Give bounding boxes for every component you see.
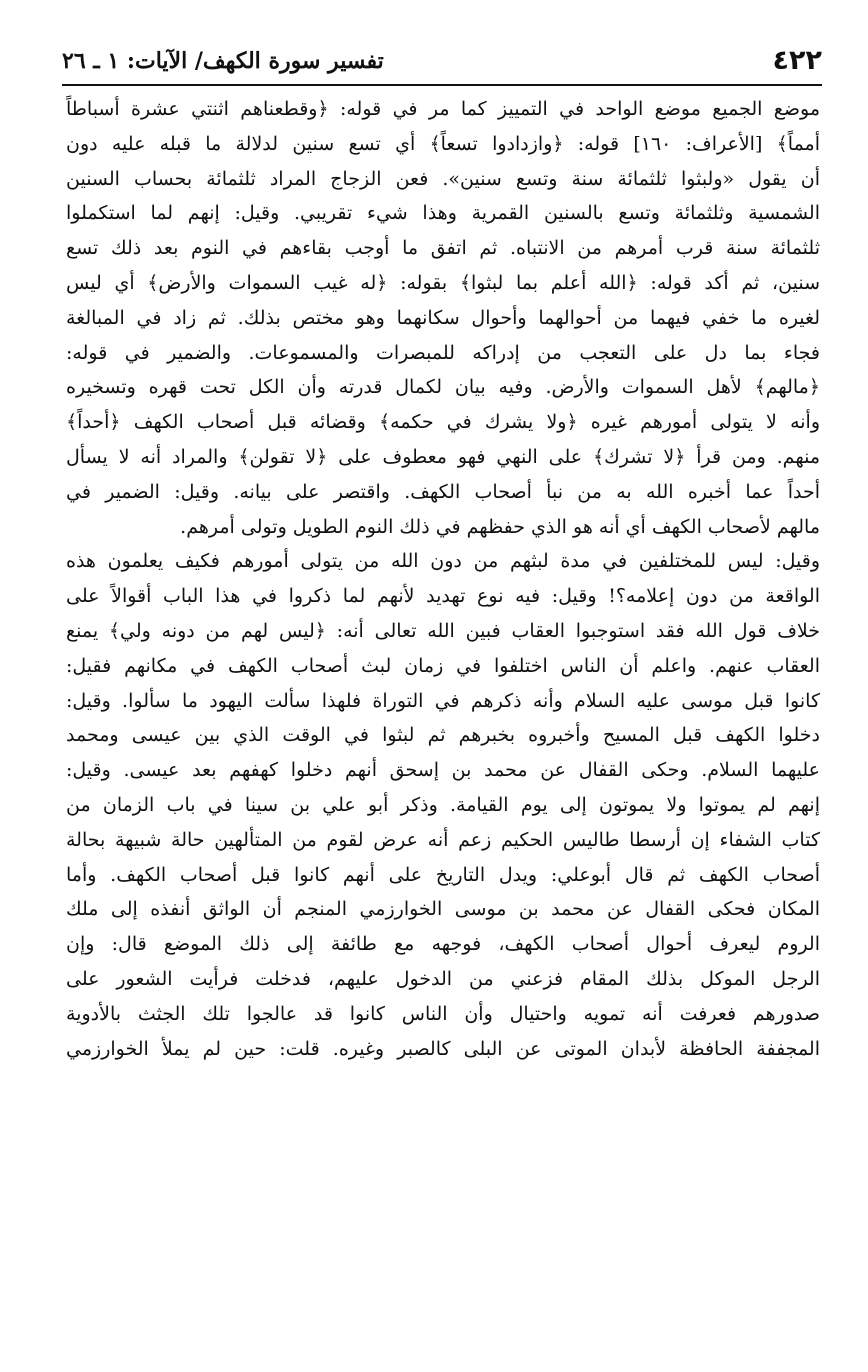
text-line: دخلوا الكهف قبل المسيح وأخبروه بخبرهم ثم لبثوا في الوقت الذي بين عيسى ومحمد <box>66 724 820 747</box>
text-line: كانوا قبل موسى عليه السلام وأنه ذكرهم في التوراة فلهذا سألت اليهود ما سألوا. وقيل: <box>66 689 820 712</box>
text-line: خلاف قول الله فقد استوجبوا العقاب فبين الله تعالى أنه: ﴿ليس لهم من دونه ولي﴾ يمنع <box>66 619 820 642</box>
body-text <box>66 92 820 1066</box>
text-line: فجاء بما دل على التعجب من إدراكه للمبصرات والمسموعات. والضمير في قوله: <box>66 341 820 364</box>
text-line: الواقعة من دون إعلامه؟! وقيل: فيه نوع تهديد لأنهم لما ذكروا في هذا الباب أقوالاً على <box>66 585 820 608</box>
text-line: وأنه لا يتولى أمورهم غيره ﴿ولا يشرك في حكمه﴾ وقضائه قبل أصحاب الكهف ﴿أحداً﴾ <box>66 411 820 434</box>
text-line: الرجل الموكل بذلك المقام فزعني من الدخول عليهم، فدخلت فرأيت الشعور على <box>66 967 820 990</box>
text-line: الشمسية وثلثمائة وتسع بالسنين القمرية وهذا شيء تقريبي. وقيل: إنهم لما استكملوا <box>66 202 820 225</box>
text-line: ﴿مالهم﴾ لأهل السموات والأرض. وفيه بيان لكمال قدرته وأن الكل تحت قهره وتسخيره <box>66 376 820 399</box>
text-line: وقيل: ليس للمختلفين في مدة لبثهم من دون الله من يتولى أمورهم فكيف يعلمون هذه <box>66 550 820 573</box>
text-line: العقاب عنهم. واعلم أن الناس اختلفوا في زمان لبث أصحاب الكهف في مكانهم فقيل: <box>66 654 820 677</box>
text-line: منهم. ومن قرأ ﴿لا تشرك﴾ على النهي فهو معطوف على ﴿لا تقولن﴾ والمراد أنه لا يسأل <box>66 445 820 468</box>
text-line: لغيره ما خفي فيهما من أحوالهما وأحوال سكانهما وهو مختص بذلك. ثم زاد في المبالغة <box>66 306 820 329</box>
text-line: المجففة الحافظة لأبدان الموتى عن البلى كالصبر وغيره. قلت: حين لم يملأ الخوارزمي <box>66 1037 820 1060</box>
text-line: سنين، ثم أكد قوله: ﴿الله أعلم بما لبثوا﴾ بقوله: ﴿له غيب السموات والأرض﴾ أي ليس <box>66 271 820 294</box>
text-line: أن يقول «ولبثوا ثلثمائة سنة وتسع سنين». فعن الزجاج المراد ثلثمائة بحساب السنين <box>66 167 820 190</box>
running-title: تفسير سورة الكهف/ الآيات: ١ ـ ٢٦ <box>62 48 384 74</box>
text-line: إنهم لم يموتوا ولا يموتون إلى يوم القيامة. وذكر أبو علي بن سينا في باب الزمان من <box>66 793 820 816</box>
text-line: عليهما السلام. وحكى القفال عن محمد بن إسحق أنهم دخلوا كهفهم بعد عيسى. وقيل: <box>66 759 820 782</box>
page-number: ٤٢٢ <box>772 45 822 76</box>
header-rule <box>62 84 822 86</box>
page-header <box>62 40 822 86</box>
text-line: ثلثمائة سنة قرب أمرهم من الانتباه. ثم اتفق ما أوجب بقاءهم في النوم بعد ذلك تسع <box>66 237 820 260</box>
text-line: أمماً﴾ [الأعراف: ١٦٠] قوله: ﴿وازدادوا تسعاً﴾ أي تسع سنين لدلالة ما قبله عليه دون <box>66 132 820 155</box>
text-line: صدورهم فعرفت أنه تمويه واحتيال وأن الناس كانوا قد عالجوا تلك الجثث بالأدوية <box>66 1002 820 1025</box>
text-line: موضع الجميع موضع الواحد في التمييز كما مر في قوله: ﴿وقطعناهم اثنتي عشرة أسباطاً <box>66 98 820 120</box>
text-line: مالهم لأصحاب الكهف أي أنه هو الذي حفظهم في ذلك النوم الطويل وتولى أمرهم. <box>180 515 820 538</box>
text-line: المكان فحكى القفال عن محمد بن موسى الخوارزمي المنجم أن الواثق أنفذه إلى ملك <box>66 898 820 921</box>
text-line: أحداً عما أخبره الله به من نبأ أصحاب الكهف. واقتصر على بيانه. وقيل: الضمير في <box>66 480 820 503</box>
text-line: أصحاب الكهف ثم قال أبوعلي: ويدل التاريخ على أنهم كانوا قبل أصحاب الكهف. وأما <box>66 863 820 886</box>
text-line: كتاب الشفاء إن أرسطا طاليس الحكيم زعم أنه عرض لقوم من المتألهين حالة شبيهة بحالة <box>66 828 820 851</box>
text-line: الروم ليعرف أحوال أصحاب الكهف، فوجهه مع طائفة إلى ذلك الموضع قال: وإن <box>66 933 820 956</box>
